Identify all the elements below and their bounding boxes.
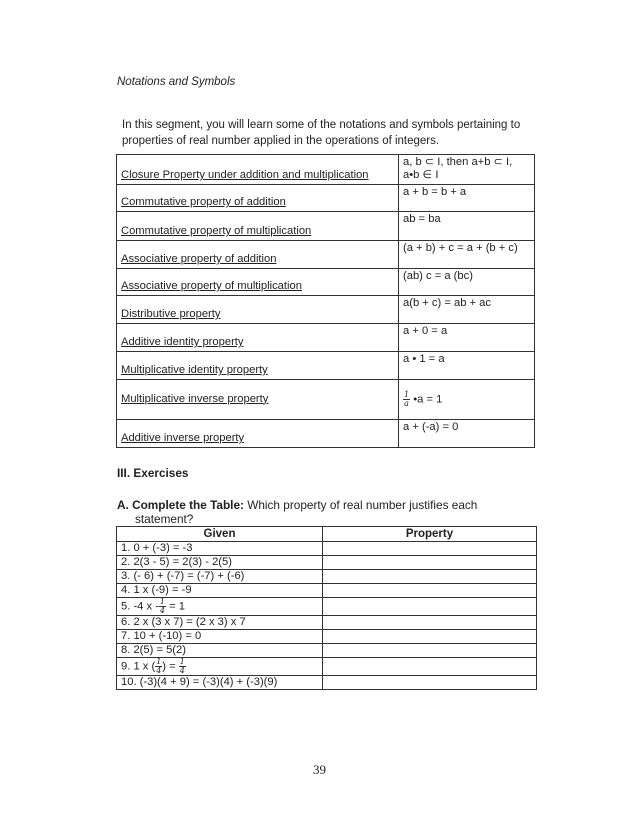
- property-name: Additive inverse property: [117, 420, 399, 448]
- fraction: $\frac{1}{4}$: [156, 657, 162, 675]
- table-row: [117, 269, 535, 296]
- table-row: [117, 676, 537, 690]
- given-cell: 3. (- 6) + (-7) = (-7) + (-6): [117, 570, 323, 584]
- given-cell: 9. 1 x ( $\frac{1}{4}$ ) = $\frac{1}{4}$: [117, 658, 323, 676]
- table-row: [117, 352, 535, 380]
- property-name: Commutative property of multiplication: [117, 212, 399, 241]
- table-row: [117, 658, 537, 676]
- given-cell: 7. 10 + (-10) = 0: [117, 630, 323, 644]
- property-answer-cell[interactable]: [323, 542, 537, 556]
- intro-paragraph: In this segment, you will learn some of the notations and symbols pertaining to properties of real number applied in the operations of integers.: [122, 119, 521, 147]
- fraction: $\frac{1}{a}$: [404, 389, 410, 408]
- property-formula: (a + b) + c = a + (b + c): [399, 241, 535, 269]
- properties-table: [116, 154, 535, 448]
- table-header-row: [117, 527, 537, 542]
- fraction: $\frac{1}{4}$: [179, 657, 185, 675]
- table-row: [117, 241, 535, 269]
- given-cell: 1. 0 + (-3) = -3: [117, 542, 323, 556]
- exercise-a-label: A. Complete the Table:: [117, 498, 244, 512]
- property-formula: a + 0 = a: [399, 324, 535, 352]
- property-formula: a + b = b + a: [399, 185, 535, 212]
- property-name: Commutative property of addition: [117, 185, 399, 212]
- table-row: [117, 324, 535, 352]
- given-cell: 5. -4 x - $\frac{1}{4}$ = 1: [117, 598, 323, 616]
- property-answer-cell[interactable]: [323, 598, 537, 616]
- table-row: [117, 598, 537, 616]
- table-row: [117, 644, 537, 658]
- given-cell: 8. 2(5) = 5(2): [117, 644, 323, 658]
- exercise-a-instructions: [117, 498, 537, 526]
- page-number: 39: [313, 762, 326, 777]
- property-formula: a(b + c) = ab + ac: [399, 296, 535, 324]
- property-formula: $\frac{1}{a}$ •a = 1: [399, 380, 535, 420]
- property-answer-cell[interactable]: [323, 584, 537, 598]
- property-answer-cell[interactable]: [323, 676, 537, 690]
- property-formula: a • 1 = a: [399, 352, 535, 380]
- property-answer-cell[interactable]: [323, 556, 537, 570]
- header-given: Given: [117, 527, 323, 542]
- given-cell: 6. 2 x (3 x 7) = (2 x 3) x 7: [117, 616, 323, 630]
- section-title: Notations and Symbols: [117, 76, 236, 88]
- table-row: [117, 380, 535, 420]
- table-row: [117, 570, 537, 584]
- property-name: Multiplicative inverse property: [117, 380, 399, 420]
- property-answer-cell[interactable]: [323, 644, 537, 658]
- table-row: [117, 155, 535, 185]
- property-formula: ab = ba: [399, 212, 535, 241]
- table-row: [117, 185, 535, 212]
- property-name: Additive identity property: [117, 324, 399, 352]
- property-formula: a + (-a) = 0: [399, 420, 535, 448]
- property-name: Distributive property: [117, 296, 399, 324]
- fraction: $\frac{1}{4}$: [159, 597, 166, 615]
- property-answer-cell[interactable]: [323, 570, 537, 584]
- given-cell: 2. 2(3 - 5) = 2(3) - 2(5): [117, 556, 323, 570]
- table-row: [117, 420, 535, 448]
- property-formula: a, b ⊂ I, then a+b ⊂ I, a•b ∈ I: [399, 155, 535, 185]
- table-row: [117, 542, 537, 556]
- table-row: [117, 296, 535, 324]
- given-cell: 10. (-3)(4 + 9) = (-3)(4) + (-3)(9): [117, 676, 323, 690]
- table-row: [117, 556, 537, 570]
- table-row: [117, 616, 537, 630]
- property-answer-cell[interactable]: [323, 616, 537, 630]
- exercise-a-text-cont: statement?: [135, 512, 194, 526]
- property-name: Closure Property under addition and multiplication: [117, 155, 399, 185]
- table-row: [117, 630, 537, 644]
- given-cell: 4. 1 x (-9) = -9: [117, 584, 323, 598]
- property-name: Associative property of multiplication: [117, 269, 399, 296]
- table-row: [117, 212, 535, 241]
- exercises-heading: III. Exercises: [117, 466, 189, 480]
- property-formula: (ab) c = a (bc): [399, 269, 535, 296]
- exercise-table: [116, 526, 537, 690]
- property-answer-cell[interactable]: [323, 658, 537, 676]
- property-name: Multiplicative identity property: [117, 352, 399, 380]
- table-row: [117, 584, 537, 598]
- property-name: Associative property of addition: [117, 241, 399, 269]
- property-answer-cell[interactable]: [323, 630, 537, 644]
- header-property: Property: [323, 527, 537, 542]
- exercise-a-text: Which property of real number justifies each: [247, 498, 478, 512]
